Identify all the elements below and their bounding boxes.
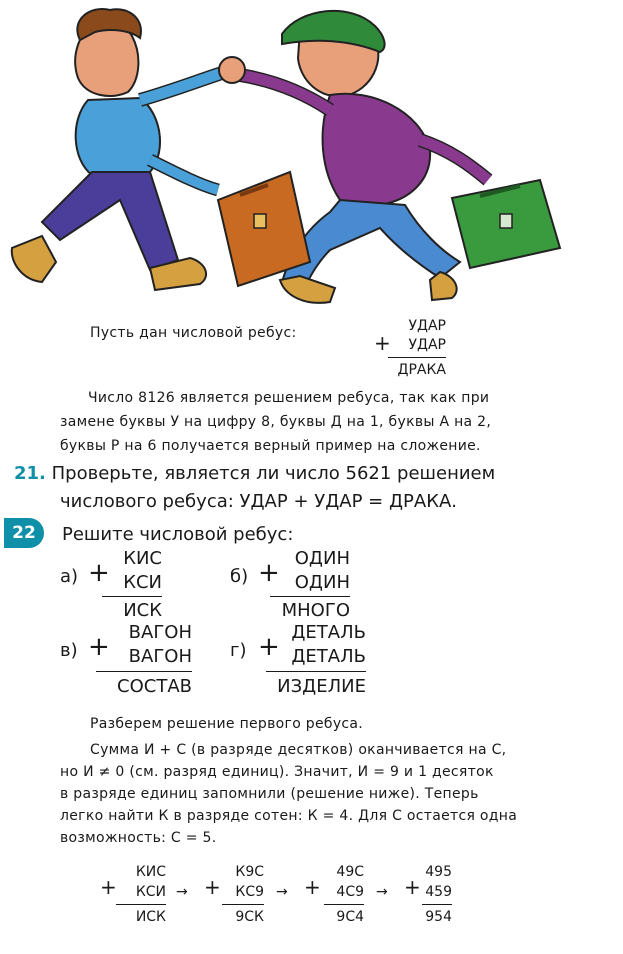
step-4	[404, 864, 452, 934]
plus-sign: +	[304, 875, 321, 899]
solution-line-1: Сумма И + С (в разряде десятков) оканчивается на С,	[90, 742, 507, 758]
step-2-result: 9СК	[235, 909, 264, 925]
puzzle-b-top: ОДИН	[294, 548, 350, 569]
rebus-top: УДАР	[408, 318, 446, 334]
step-4-top: 495	[425, 864, 452, 880]
puzzle-g	[258, 622, 366, 698]
puzzle-a-top: КИС	[123, 548, 162, 569]
puzzle-a-result: ИСК	[123, 600, 162, 621]
task-22-badge: 22	[4, 518, 44, 548]
arrow-icon: →	[276, 884, 288, 900]
illustration-fighting-boys	[0, 0, 623, 312]
step-1-bottom: КСИ	[135, 884, 166, 900]
puzzle-b	[258, 548, 350, 622]
plus-sign: +	[258, 632, 280, 662]
explanation-line-2: замене буквы У на цифру 8, буквы Д на 1, буквы А на 2,	[60, 414, 492, 430]
intro-rebus	[374, 318, 446, 384]
left-boy-figure	[12, 9, 225, 290]
rebus-bottom: УДАР	[408, 337, 446, 353]
solution-line-3: в разряде единиц запомнили (решение ниже). Теперь	[60, 786, 479, 802]
step-1	[100, 864, 166, 934]
sum-line	[96, 671, 192, 672]
puzzle-v	[88, 622, 192, 698]
task-22-title: Решите числовой ребус:	[62, 524, 294, 545]
arrow-icon: →	[176, 884, 188, 900]
plus-sign: +	[88, 632, 110, 662]
step-4-bottom: 459	[425, 884, 452, 900]
plus-sign: +	[258, 558, 280, 588]
explanation-line-1: Число 8126 является решением ребуса, так как при	[88, 390, 490, 406]
solution-line-4: легко найти К в разряде сотен: К = 4. Для С остается одна	[60, 808, 518, 824]
puzzle-b-label: б)	[230, 566, 249, 587]
plus-sign: +	[100, 875, 117, 899]
green-briefcase	[452, 180, 560, 268]
step-2-top: К9С	[235, 864, 264, 880]
plus-sign: +	[374, 331, 391, 355]
solution-title: Разберем решение первого ребуса.	[90, 716, 364, 732]
step-3-top: 49С	[336, 864, 364, 880]
rebus-result: ДРАКА	[397, 362, 446, 378]
puzzle-g-bottom: ДЕТАЛЬ	[291, 646, 366, 667]
step-1-result: ИСК	[135, 909, 166, 925]
task-21-line-1: Проверьте, является ли число 5621 решением	[51, 463, 496, 484]
plus-sign: +	[404, 875, 421, 899]
puzzle-a-label: а)	[60, 566, 79, 587]
solution-line-5: возможность: С = 5.	[60, 830, 217, 846]
step-3-result: 9С4	[336, 909, 364, 925]
puzzle-g-label: г)	[230, 640, 247, 661]
puzzle-b-bottom: ОДИН	[294, 572, 350, 593]
sum-line	[324, 904, 364, 905]
task-21-number: 21.	[14, 463, 46, 484]
puzzle-g-result: ИЗДЕЛИЕ	[277, 676, 366, 697]
task-21	[14, 463, 574, 484]
arrow-icon: →	[376, 884, 388, 900]
plus-sign: +	[204, 875, 221, 899]
sum-line	[270, 596, 350, 597]
solution-line-2: но И ≠ 0 (см. разряд единиц). Значит, И = 9 и 1 десяток	[60, 764, 494, 780]
sum-line	[222, 904, 264, 905]
step-1-top: КИС	[135, 864, 166, 880]
step-4-result: 954	[425, 909, 452, 925]
puzzle-a	[88, 548, 162, 622]
explanation-line-3: буквы Р на 6 получается верный пример на сложение.	[60, 438, 481, 454]
task-21-line-2: числового ребуса: УДАР + УДАР = ДРАКА.	[60, 491, 458, 512]
step-2	[204, 864, 264, 934]
intro-label: Пусть дан числовой ребус:	[90, 325, 297, 341]
step-3-bottom: 4С9	[336, 884, 364, 900]
puzzle-v-top: ВАГОН	[128, 622, 192, 643]
sum-line	[116, 904, 166, 905]
sum-line	[422, 904, 452, 905]
sum-line	[102, 596, 162, 597]
puzzle-b-result: МНОГО	[281, 600, 350, 621]
plus-sign: +	[88, 558, 110, 588]
puzzle-g-top: ДЕТАЛЬ	[291, 622, 366, 643]
puzzle-a-bottom: КСИ	[123, 572, 162, 593]
puzzle-v-label: в)	[60, 640, 78, 661]
sum-line	[266, 671, 366, 672]
step-2-bottom: КС9	[235, 884, 264, 900]
puzzle-v-result: СОСТАВ	[117, 676, 192, 697]
puzzle-v-bottom: ВАГОН	[128, 646, 192, 667]
sum-line	[388, 357, 446, 358]
step-3	[304, 864, 364, 934]
fist-icon	[219, 57, 245, 83]
